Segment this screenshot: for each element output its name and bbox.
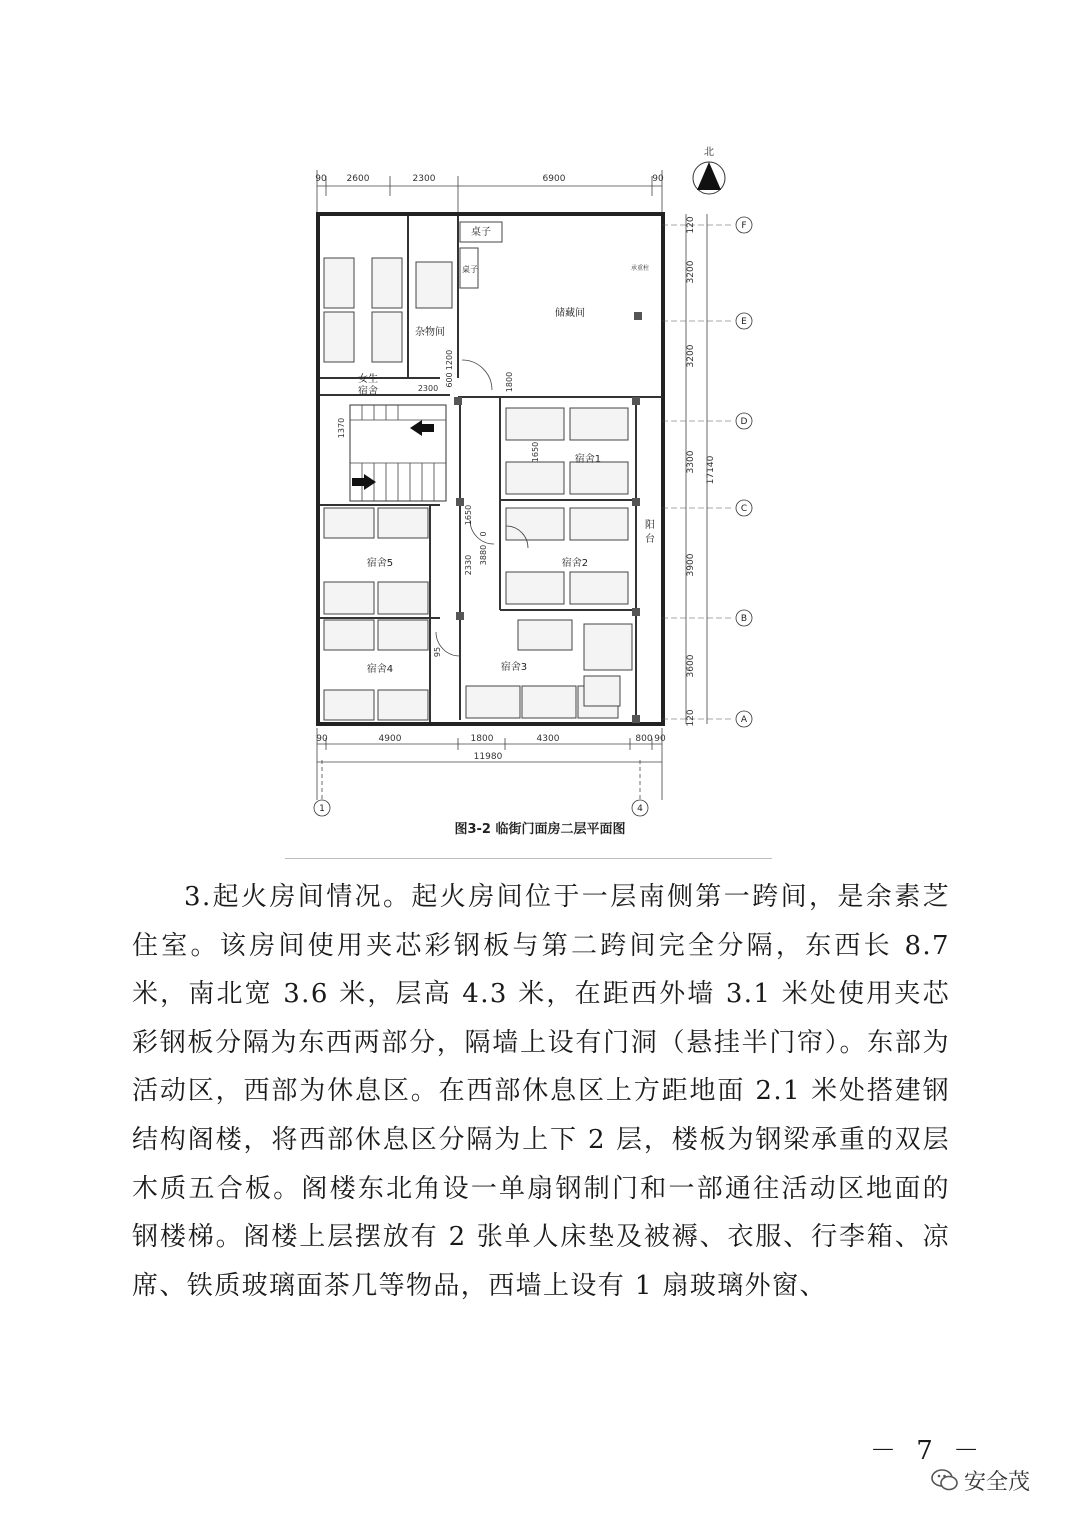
body-paragraph xyxy=(132,873,950,1310)
axis-label-b: B xyxy=(740,614,748,624)
room-sushe4: 宿舍4 xyxy=(366,664,394,675)
bottom-dim-4: 800 xyxy=(635,734,653,744)
top-dim-3: 6900 xyxy=(542,174,566,184)
room-chengzhongzhu: 承重柱 xyxy=(630,265,650,272)
bunk-beds xyxy=(324,258,632,720)
axis-label-1: 1 xyxy=(319,804,325,814)
room-zawu: 杂物间 xyxy=(415,327,445,338)
room-chucang: 储藏间 xyxy=(555,308,585,319)
top-dim-1: 2600 xyxy=(346,174,370,184)
bottom-dim-5: 90 xyxy=(654,734,666,744)
body-paragraph-text: 3.起火房间情况。起火房间位于一层南侧第一跨间，是余素芝住室。该房间使用夹芯彩钢板与第二跨间完全分隔，东西长 8.7 米，南北宽 3.6 米，层高 4.3 米，在距西外墙 3.1 米处使用夹芯彩钢板分隔为东西两部分，隔墙上设有门洞（悬挂半门帘）。东部为活动区，西部为休息区。在西部休息区上方距地面 2.1 米处搭建钢结构阁楼，将西部休息区分隔为上下 2 层，楼板为钢梁承重的双层木质五合板。阁楼东北角设一单扇钢制门和一部通往活动区地面的钢楼梯。阁楼上层摆放有 2 张单人床垫及被褥、衣服、行李箱、凉席、铁质玻璃面茶几等物品，西墙上设有 1 扇玻璃外窗、 xyxy=(132,882,950,1301)
bottom-dim-3: 4300 xyxy=(536,734,560,744)
room-zhuozi-2: 桌子 xyxy=(462,265,478,274)
inner-dim-0: 2300 xyxy=(417,384,439,393)
watermark-text: 安全茂 xyxy=(964,1469,1031,1495)
room-nvsheng-1: 女生 xyxy=(358,374,378,385)
inner-dim-1: 600 xyxy=(445,372,454,388)
inner-dim-5: 1650 xyxy=(531,441,540,463)
axis-label-f: F xyxy=(741,221,747,231)
inner-dim-2: 1200 xyxy=(445,349,454,371)
room-sushe2: 宿舍2 xyxy=(561,558,589,569)
inner-dim-7: 3880 xyxy=(479,544,488,566)
bottom-dim-total: 11980 xyxy=(473,752,503,762)
room-zhuozi-1: 桌子 xyxy=(471,227,491,238)
axis-label-e: E xyxy=(741,317,747,327)
top-dim-2: 2300 xyxy=(412,174,436,184)
axis-label-c: C xyxy=(740,504,748,514)
figure-caption: 图3-2 临街门面房二层平面图 xyxy=(454,822,626,837)
watermark xyxy=(930,1462,1030,1498)
inner-dim-9: 2330 xyxy=(464,554,473,576)
right-dim-4: 3900 xyxy=(686,553,696,577)
top-dim-0: 90 xyxy=(315,174,327,184)
inner-dim-8: 0 xyxy=(479,531,488,537)
top-dim-4: 90 xyxy=(652,174,664,184)
wechat-icon xyxy=(930,1465,960,1495)
room-yangtai-1: 阳 xyxy=(645,520,655,531)
right-dim-0: 120 xyxy=(686,216,696,234)
divider xyxy=(285,858,772,859)
right-axis-lines xyxy=(662,225,733,719)
north-label: 北 xyxy=(704,147,714,158)
right-dim-3: 3300 xyxy=(686,450,696,474)
axis-label-d: D xyxy=(740,417,748,427)
north-arrow xyxy=(693,146,725,194)
axis-label-4: 4 xyxy=(637,804,643,814)
right-dim-1: 3200 xyxy=(686,260,696,284)
room-yangtai-2: 台 xyxy=(645,534,655,545)
inner-dim-4: 1370 xyxy=(337,417,346,439)
bottom-dim-1: 4900 xyxy=(378,734,402,744)
right-dim-total: 17140 xyxy=(706,455,716,485)
inner-dim-6: 1650 xyxy=(464,504,473,526)
inner-dim-3: 1800 xyxy=(505,371,514,393)
right-dim-6: 120 xyxy=(686,709,696,727)
right-dim-5: 3600 xyxy=(686,654,696,678)
room-nvsheng-2: 宿舍 xyxy=(358,386,378,397)
room-sushe5: 宿舍5 xyxy=(366,558,394,569)
axis-label-a: A xyxy=(740,715,748,725)
room-sushe1: 宿舍1 xyxy=(574,454,602,465)
inner-dim-10: 95 xyxy=(433,646,442,658)
bottom-dim-0: 90 xyxy=(316,734,328,744)
room-sushe3: 宿舍3 xyxy=(500,662,528,673)
right-dim-2: 3200 xyxy=(686,344,696,368)
bottom-dim-2: 1800 xyxy=(470,734,494,744)
page-number: － 7 － xyxy=(870,1436,986,1466)
